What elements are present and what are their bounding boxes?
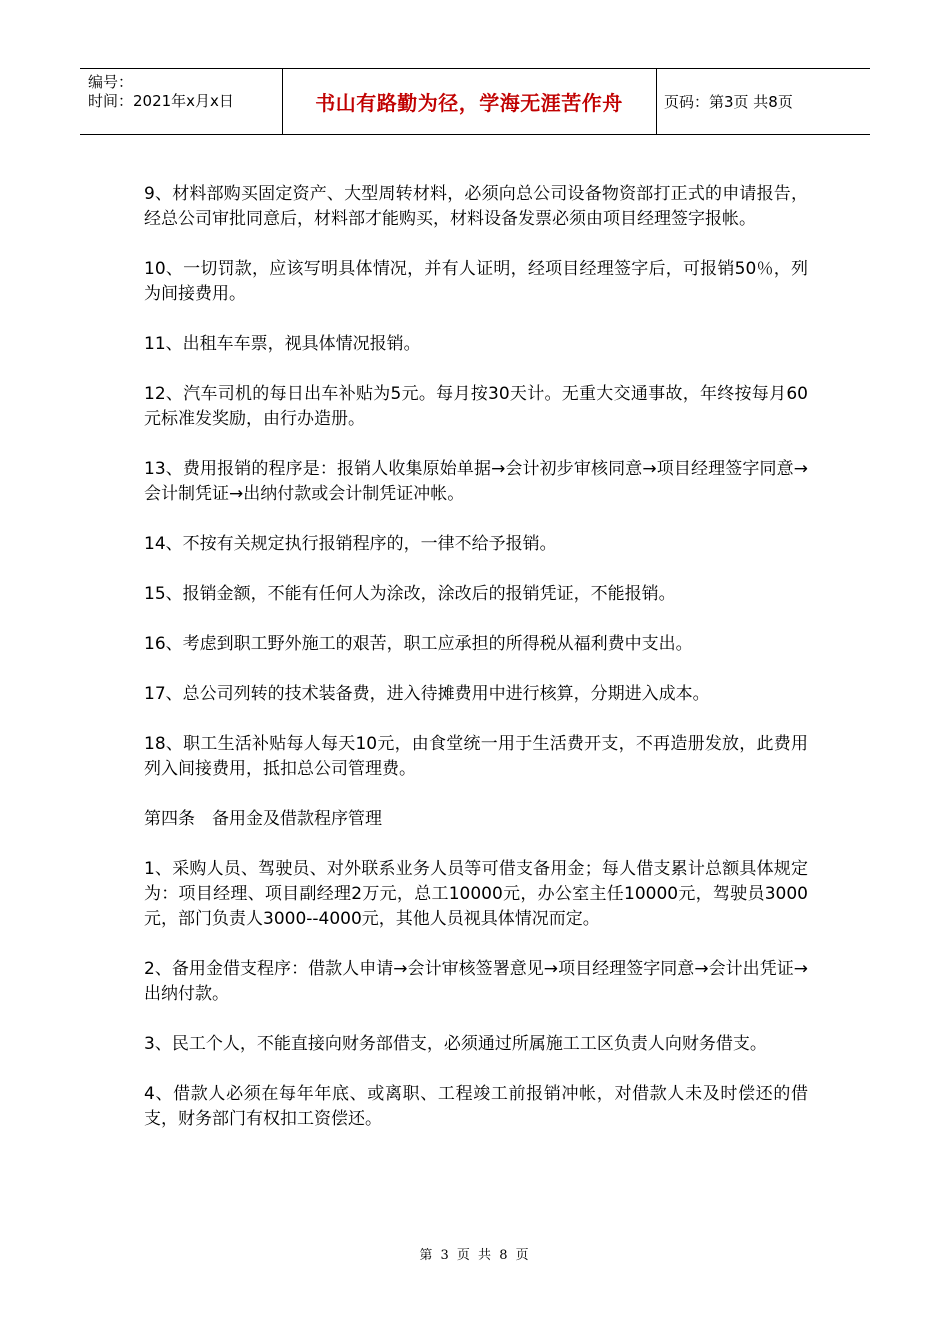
header-meta bbox=[88, 73, 234, 111]
paragraph-item-16: 16、考虑到职工野外施工的艰苦，职工应承担的所得税从福利费中支出。 bbox=[144, 634, 693, 654]
paragraph-item-13: 13、费用报销的程序是：报销人收集原始单据→会计初步审核同意→项目经理签字同意→会计制凭证→出纳付款或会计制凭证冲帐。 bbox=[144, 459, 808, 504]
paragraph-item-12: 12、汽车司机的每日出车补贴为5元。每月按30天计。无重大交通事故，年终按每月60元标准发奖励，由行办造册。 bbox=[144, 384, 808, 429]
section-heading-article-4: 第四条 备用金及借款程序管理 bbox=[144, 809, 382, 829]
paragraph-item-3: 3、民工个人，不能直接向财务部借支，必须通过所属施工工区负责人向财务借支。 bbox=[144, 1034, 767, 1054]
paragraph-item-17: 17、总公司列转的技术装备费，进入待摊费用中进行核算，分期进入成本。 bbox=[144, 684, 710, 704]
page-header bbox=[80, 68, 870, 135]
page-footer: 第 3 页 共 8 页 bbox=[419, 1248, 531, 1263]
paragraph-item-14: 14、不按有关规定执行报销程序的，一律不给予报销。 bbox=[144, 534, 557, 554]
document-time-label: 时间：2021年x月x日 bbox=[88, 92, 234, 110]
paragraph-item-4: 4、借款人必须在每年年底、或离职、工程竣工前报销冲帐，对借款人未及时偿还的借支，财务部门有权扣工资偿还。 bbox=[144, 1084, 808, 1129]
paragraph-item-11: 11、出租车车票，视具体情况报销。 bbox=[144, 334, 421, 354]
paragraph-item-2: 2、备用金借支程序：借款人申请→会计审核签署意见→项目经理签字同意→会计出凭证→出纳付款。 bbox=[144, 959, 808, 1004]
header-motto: 书山有路勤为径，学海无涯苦作舟 bbox=[315, 91, 623, 115]
header-page-info: 页码：第3页 共8页 bbox=[664, 93, 793, 111]
paragraph-item-9: 9、材料部购买固定资产、大型周转材料，必须向总公司设备物资部打正式的申请报告，经总公司审批同意后，材料部才能购买，材料设备发票必须由项目经理签字报帐。 bbox=[144, 184, 808, 229]
paragraph-item-15: 15、报销金额，不能有任何人为涂改，涂改后的报销凭证，不能报销。 bbox=[144, 584, 676, 604]
document-number-label: 编号： bbox=[88, 73, 134, 91]
paragraph-item-1: 1、采购人员、驾驶员、对外联系业务人员等可借支备用金；每人借支累计总额具体规定为：项目经理、项目副经理2万元，总工10000元，办公室主任10000元，驾驶员3000元，部门负责人3000--4000元，其他人员视具体情况而定。 bbox=[144, 859, 808, 929]
document-body bbox=[144, 182, 808, 1157]
paragraph-item-18: 18、职工生活补贴每人每天10元，由食堂统一用于生活费开支，不再造册发放，此费用列入间接费用，抵扣总公司管理费。 bbox=[144, 734, 808, 779]
header-divider bbox=[656, 69, 657, 134]
paragraph-item-10: 10、一切罚款，应该写明具体情况，并有人证明，经项目经理签字后，可报销50％，列为间接费用。 bbox=[144, 259, 808, 304]
